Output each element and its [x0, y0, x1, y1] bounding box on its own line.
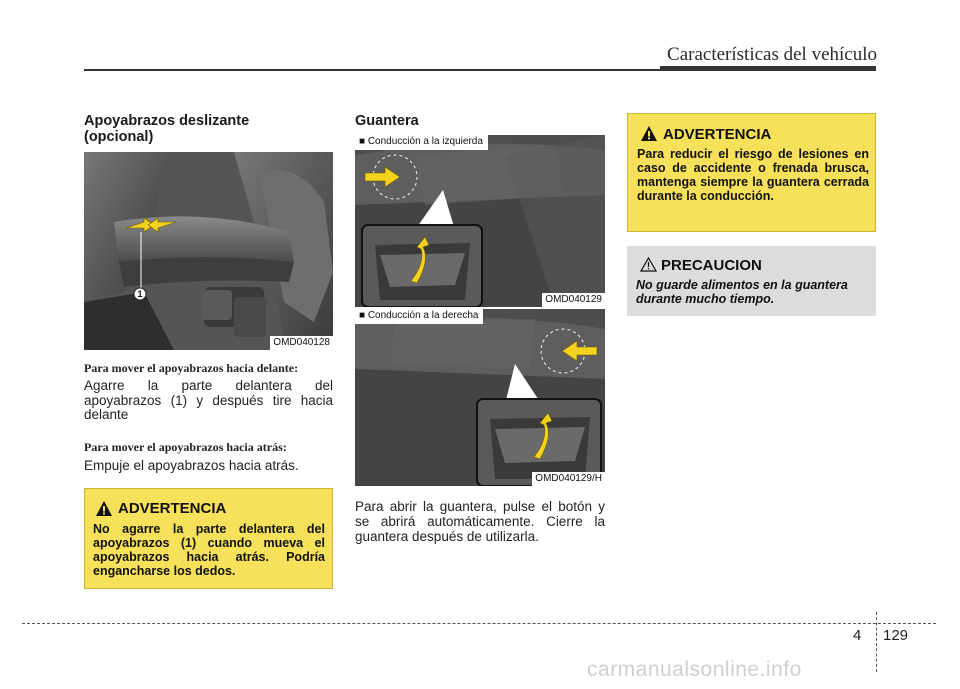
running-header: Características del vehículo [667, 44, 877, 65]
armrest-section-title: Apoyabrazos deslizante (opcional) [84, 113, 250, 145]
warning-triangle-icon [95, 500, 113, 517]
warning-title: ADVERTENCIA [118, 500, 227, 517]
text-move-backward: Empuje el apoyabrazos hacia atrás. [84, 458, 299, 473]
subhead-move-backward: Para mover el apoyabrazos hacia atrás: [84, 440, 287, 454]
caution-triangle-icon [640, 257, 657, 272]
text-move-forward: Agarre la parte delantera del apoyabrazos (1) y después tire hacia delante [84, 378, 333, 422]
glovebox-photo-lhd [355, 135, 605, 307]
chapter-number: 4 [853, 627, 862, 644]
glovebox-rhd-illustration [355, 309, 605, 486]
glovebox-instructions: Para abrir la guantera, pulse el botón y se abrirá automáticamente. Cierre la guantera después de utilizarla. [355, 499, 605, 544]
caution-body: No guarde alimentos en la guantera durante mucho tiempo. [636, 278, 848, 306]
glovebox-photo-rhd [355, 309, 605, 486]
armrest-photo [84, 152, 333, 350]
callout-number: 1 [137, 289, 143, 299]
warning-body: No agarre la parte delantera del apoyabrazos (1) cuando mueva el apoyabrazos hacia atrás. Podría engancharse los dedos. [93, 522, 325, 578]
glovebox-warning-box [627, 113, 876, 232]
armrest-warning-box [84, 488, 333, 589]
subhead-move-forward: Para mover el apoyabrazos hacia delante: [84, 361, 299, 375]
watermark: carmanualsonline.info [587, 658, 802, 681]
footer-rule [22, 623, 936, 624]
warning-title: ADVERTENCIA [663, 126, 772, 143]
warning-triangle-icon [640, 125, 658, 142]
glovebox-lhd-illustration [355, 135, 605, 307]
caution-title: PRECAUCION [661, 257, 762, 274]
footer-divider [876, 612, 877, 672]
glovebox-section-title: Guantera [355, 113, 419, 129]
header-rule-accent [660, 66, 876, 71]
caution-box [627, 246, 876, 316]
photo-caption-rhd: ■ Conducción a la derecha [355, 309, 483, 324]
warning-body: Para reducir el riesgo de lesiones en caso de accidente o frenada brusca, mantenga siempre la guantera cerrada durante la conducción. [637, 147, 869, 203]
page-number: 129 [883, 627, 909, 644]
photo-code: OMD040128 [270, 336, 333, 350]
photo-code-rhd: OMD040129/H [532, 472, 605, 486]
photo-caption-lhd: ■ Conducción a la izquierda [355, 135, 488, 150]
photo-code-lhd: OMD040129 [542, 293, 605, 307]
armrest-illustration [84, 152, 333, 350]
